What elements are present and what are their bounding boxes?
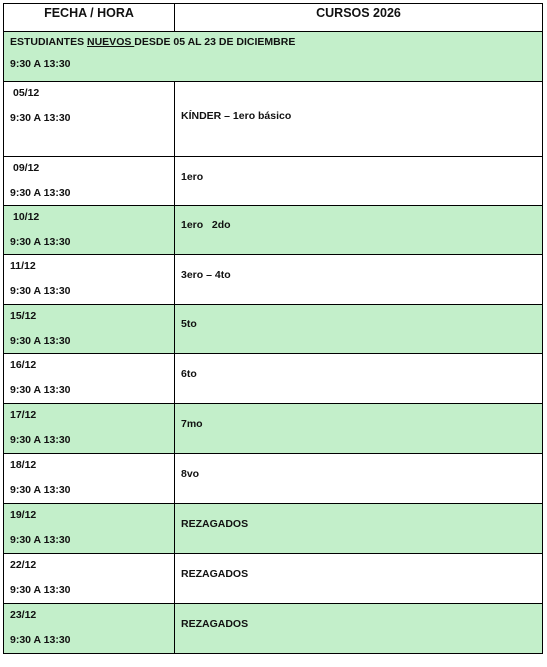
row-course: REZAGADOS: [181, 618, 249, 630]
row-time: 9:30 A 13:30: [10, 634, 71, 646]
row-time: 9:30 A 13:30: [10, 584, 71, 596]
header-row: [4, 4, 543, 32]
row-time: 9:30 A 13:30: [10, 434, 71, 446]
row-time: 9:30 A 13:30: [10, 384, 71, 396]
schedule-table: [3, 3, 543, 654]
row-course: 1ero: [181, 171, 204, 183]
row-time: 9:30 A 13:30: [10, 534, 71, 546]
row-course: 3ero – 4to: [181, 269, 231, 281]
row-date: 05/12: [13, 87, 40, 99]
table-row: [4, 82, 543, 157]
table-row: [4, 255, 543, 305]
table-row: [4, 604, 543, 654]
date-cell: [4, 255, 175, 305]
date-cell: [4, 157, 175, 206]
date-cell: [4, 82, 175, 157]
course-cell: [175, 157, 543, 206]
row-course: REZAGADOS: [181, 518, 249, 530]
intro-row: [4, 32, 543, 82]
row-time: 9:30 A 13:30: [10, 335, 71, 347]
row-date: 22/12: [10, 559, 37, 571]
row-time: 9:30 A 13:30: [10, 484, 71, 496]
intro-cell: [4, 32, 543, 82]
course-cell: [175, 305, 543, 354]
table-row: [4, 404, 543, 454]
row-course: 1ero 2do: [181, 219, 231, 231]
course-cell: [175, 454, 543, 504]
row-time: 9:30 A 13:30: [10, 236, 71, 248]
date-cell: [4, 604, 175, 654]
row-course: REZAGADOS: [181, 568, 249, 580]
row-course: 5to: [181, 318, 197, 330]
table-row: [4, 504, 543, 554]
row-date: 09/12: [13, 162, 40, 174]
course-cell: [175, 504, 543, 554]
date-cell: [4, 504, 175, 554]
row-date: 23/12: [10, 609, 37, 621]
row-date: 16/12: [10, 359, 37, 371]
table-row: [4, 454, 543, 504]
table-row: [4, 305, 543, 354]
course-cell: [175, 554, 543, 604]
course-cell: [175, 354, 543, 404]
row-time: 9:30 A 13:30: [10, 187, 71, 199]
table-row: [4, 554, 543, 604]
table-row: [4, 157, 543, 206]
date-cell: [4, 554, 175, 604]
row-course: KÍNDER – 1ero básico: [181, 110, 292, 122]
date-cell: [4, 354, 175, 404]
date-cell: [4, 454, 175, 504]
row-date: 18/12: [10, 459, 37, 471]
date-column-header: FECHA / HORA: [4, 4, 175, 32]
date-cell: [4, 206, 175, 255]
row-course: 6to: [181, 368, 197, 380]
course-cell: [175, 404, 543, 454]
course-cell: [175, 604, 543, 654]
course-cell: [175, 206, 543, 255]
row-time: 9:30 A 13:30: [10, 112, 71, 124]
row-date: 15/12: [10, 310, 37, 322]
intro-text: [10, 36, 547, 48]
table-row: [4, 206, 543, 255]
table-row: [4, 354, 543, 404]
row-course: 8vo: [181, 468, 200, 480]
course-cell: [175, 82, 543, 157]
date-cell: [4, 404, 175, 454]
date-cell: [4, 305, 175, 354]
row-date: 11/12: [10, 260, 36, 272]
row-time: 9:30 A 13:30: [10, 285, 71, 297]
row-date: 17/12: [10, 409, 37, 421]
intro-prefix: ESTUDIANTES: [10, 36, 88, 48]
row-date: 10/12: [13, 211, 40, 223]
intro-emphasis: NUEVOS: [87, 36, 135, 48]
intro-suffix: DESDE 05 AL 23 DE DICIEMBRE: [134, 36, 296, 48]
row-course: 7mo: [181, 418, 203, 430]
intro-time: 9:30 A 13:30: [10, 58, 71, 70]
row-date: 19/12: [10, 509, 37, 521]
course-cell: [175, 255, 543, 305]
course-column-header: CURSOS 2026: [175, 4, 543, 32]
